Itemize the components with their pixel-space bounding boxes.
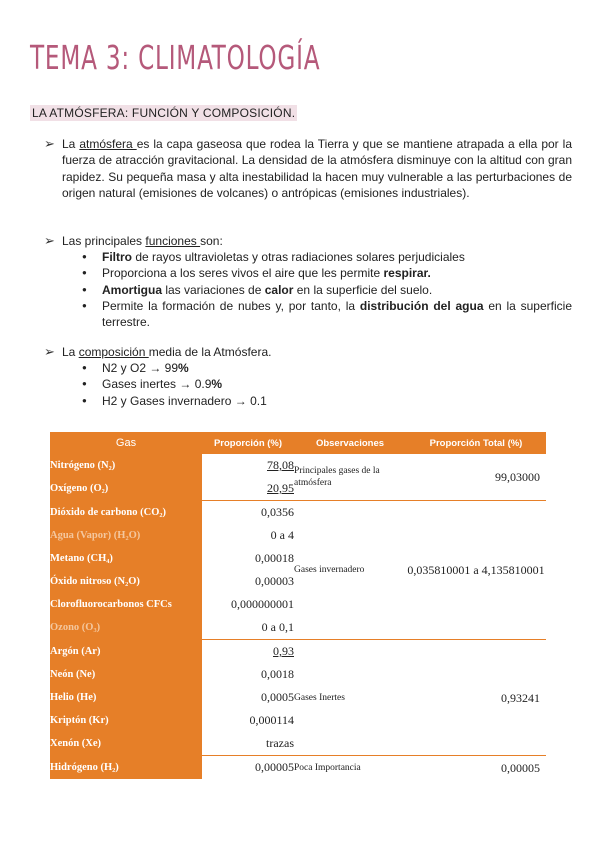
functions-keyword: funciones [145, 234, 201, 248]
proportion-cell [202, 501, 294, 525]
gas-name-cell: Kriptón (Kr) [50, 709, 202, 732]
arrow-bullet-icon: ➢ [44, 233, 55, 248]
composition-text-end: media de la Atmósfera. [148, 345, 272, 359]
proportion-cell [202, 616, 294, 640]
list-item: ● Amortigua las variaciones de calor en la superficie del suelo. [82, 282, 572, 298]
functions-list [82, 249, 572, 330]
composition-intro [62, 344, 572, 360]
proportion-value: 0,00003 [255, 574, 294, 588]
proportion-value: 0,0018 [261, 667, 294, 681]
page-title: TEMA 3: CLIMATOLOGÍA [30, 38, 321, 77]
intro-paragraph [62, 136, 572, 201]
proportion-value: 0,0005 [261, 690, 294, 704]
header-gas: Gas [50, 432, 202, 454]
proportion-cell [202, 477, 294, 501]
proportion-cell [202, 686, 294, 709]
proportion-value: 0,000000001 [231, 597, 294, 611]
functions-text-start: Las principales [62, 234, 146, 248]
proportion-cell [202, 756, 294, 780]
list-item: ● Gases inertes → 0.9% [82, 376, 572, 392]
proportion-cell [202, 593, 294, 616]
total-proportion-cell: 99,03000 [495, 470, 540, 484]
gas-name-cell: Helio (He) [50, 686, 202, 709]
proportion-cell [202, 570, 294, 593]
proportion-value: 0 a 0,1 [261, 620, 294, 634]
section-heading: LA ATMÓSFERA: FUNCIÓN Y COMPOSICIÓN. [32, 106, 296, 120]
functions-intro [62, 233, 572, 249]
gas-name-cell: Agua (Vapor) (H₂O) [50, 524, 202, 547]
proportion-cell [202, 454, 294, 477]
gas-name-cell: Ozono (O₃) [50, 616, 202, 640]
proportion-cell [202, 732, 294, 756]
proportion-value: 20,95 [267, 481, 294, 495]
gas-name-cell: Xenón (Xe) [50, 732, 202, 756]
functions-text-end: son: [200, 234, 223, 248]
proportion-cell [202, 547, 294, 570]
observation-cell: Poca Importancia [294, 756, 406, 780]
proportion-value: 78,08 [267, 458, 294, 472]
list-item: ● N2 y O2 → 99% [82, 360, 572, 376]
total-proportion-cell: 0,93241 [406, 640, 546, 756]
proportion-value: 0,00005 [255, 760, 294, 774]
arrow-bullet-icon: ➢ [44, 136, 55, 151]
total-proportion-cell: 0,00005 [406, 756, 546, 780]
proportion-value: 0,0356 [261, 505, 294, 519]
proportion-value: trazas [266, 736, 294, 750]
observation-cell: Principales gases de la atmósfera [294, 466, 380, 488]
gas-name-cell: Argón (Ar) [50, 640, 202, 664]
gas-name-cell: Clorofluorocarbonos CFCs [50, 593, 202, 616]
header-total-proportion: Proporción Total (%) [406, 432, 546, 454]
composition-text-start: La [62, 345, 79, 359]
list-item: ● H2 y Gases invernadero → 0.1 [82, 393, 572, 409]
gas-name-cell: Nitrógeno (N₂) [50, 454, 202, 477]
gas-composition-table [50, 432, 546, 779]
proportion-value: 0,93 [273, 644, 294, 658]
proportion-value: 0,00018 [255, 551, 294, 565]
gas-name-cell: Oxígeno (O₂) [50, 477, 202, 501]
gas-name-cell: Hidrógeno (H₂) [50, 756, 202, 780]
list-item: ● Filtro de rayos ultravioletas y otras radiaciones solares perjudiciales [82, 249, 572, 265]
gas-name-cell: Dióxido de carbono (CO₂) [50, 501, 202, 525]
total-proportion-cell: 0,035810001 a 4,135810001 [406, 501, 546, 640]
gas-name-cell: Neón (Ne) [50, 663, 202, 686]
observation-cell: Gases invernadero [294, 501, 406, 640]
arrow-bullet-icon: ➢ [44, 344, 55, 359]
gas-name-cell: Metano (CH₄) [50, 547, 202, 570]
proportion-cell [202, 640, 294, 664]
list-item: ● Proporciona a los seres vivos el aire que les permite respirar. [82, 265, 572, 281]
proportion-value: 0,000114 [249, 713, 294, 727]
intro-text-rest: es la capa gaseosa que rodea la Tierra y que se mantiene atrapada a ella por la fuerza de atracción gravitacional. La densidad de la atmósfera disminuye con la altitud con gran rapidez. Su pequeña masa y alta inestabilidad la hacen muy vulnerable a las perturbaciones de origen natural (emisiones de volcanes) o antrópicas (emisiones industriales). [62, 137, 572, 200]
list-item: ● Permite la formación de nubes y, por tanto, la distribución del agua en la superficie terrestre. [82, 298, 572, 331]
composition-list [82, 360, 572, 409]
proportion-cell [202, 663, 294, 686]
header-proportion: Proporción (%) [202, 432, 294, 454]
observation-cell: Gases Inertes [294, 640, 406, 756]
proportion-cell [202, 709, 294, 732]
table-row [50, 756, 546, 780]
composition-keyword: composición [78, 345, 149, 359]
table-row [50, 454, 546, 477]
proportion-cell [202, 524, 294, 547]
table-row [50, 501, 546, 525]
intro-keyword: atmósfera [79, 137, 137, 151]
gas-name-cell: Óxido nitroso (N₂O) [50, 570, 202, 593]
table-row [50, 640, 546, 664]
proportion-value: 0 a 4 [270, 528, 294, 542]
intro-text-start: La [62, 137, 80, 151]
header-observations: Observaciones [294, 432, 406, 454]
